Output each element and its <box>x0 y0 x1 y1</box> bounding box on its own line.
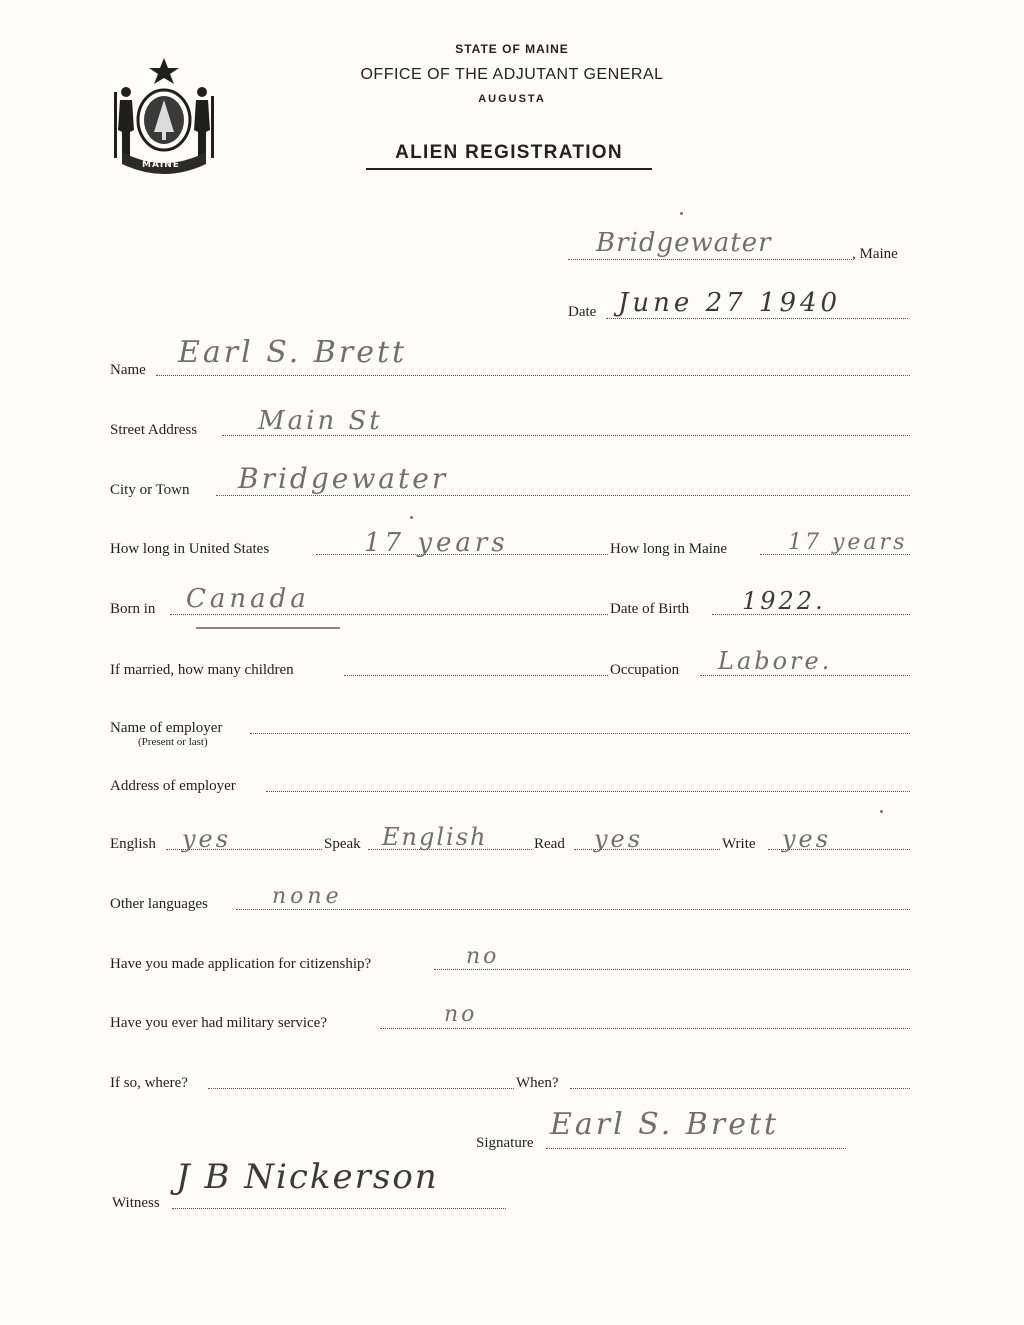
name-value: Earl S. Brett <box>178 335 408 370</box>
read-label: Read <box>534 836 565 852</box>
english-value: yes <box>182 825 232 853</box>
time-in-us-label: How long in United States <box>110 541 270 557</box>
name-label: Name <box>110 362 146 378</box>
witness-value: J B Nickerson <box>176 1157 439 1197</box>
other-languages-label: Other languages <box>110 896 208 912</box>
military-service-value: no <box>444 1002 478 1027</box>
name-line[interactable] <box>156 375 910 376</box>
write-label: Write <box>722 836 756 852</box>
military-service-label: Have you ever had military service? <box>110 1015 327 1031</box>
employer-label: Name of employer <box>110 720 223 736</box>
street-address-value: Main St <box>258 406 383 436</box>
place-value: Bridgewater <box>596 228 772 258</box>
occupation-label: Occupation <box>610 662 680 678</box>
time-in-us-value: 17 years <box>364 528 509 558</box>
signature-line[interactable] <box>546 1148 846 1149</box>
scan-speck <box>880 810 883 813</box>
employer-sublabel: (Present or last) <box>138 736 208 748</box>
speak-value: English <box>382 823 488 851</box>
state-heading: STATE OF MAINE <box>455 42 569 56</box>
service-where-line[interactable] <box>208 1088 514 1089</box>
citizenship-label: Have you made application for citizenship? <box>110 956 372 972</box>
date-of-birth-value: 1922. <box>742 587 826 615</box>
form-title: ALIEN REGISTRATION <box>366 142 652 170</box>
city-town-label: City or Town <box>110 482 190 498</box>
time-in-maine-label: How long in Maine <box>610 541 728 557</box>
service-when-label: When? <box>516 1075 559 1091</box>
speak-label: Speak <box>324 836 361 852</box>
employer-line[interactable] <box>250 733 910 734</box>
place-suffix: , Maine <box>852 246 898 262</box>
date-value: June 27 1940 <box>618 288 842 318</box>
write-value: yes <box>782 825 832 853</box>
employer-address-line[interactable] <box>266 791 910 792</box>
citizenship-value: no <box>466 944 500 969</box>
other-languages-value: none <box>272 884 343 909</box>
born-in-value: Canada <box>186 584 310 614</box>
children-line[interactable] <box>344 675 608 676</box>
service-when-line[interactable] <box>570 1088 910 1089</box>
occupation-value: Labore. <box>718 647 833 675</box>
born-in-label: Born in <box>110 601 156 617</box>
read-value: yes <box>594 825 644 853</box>
signature-label: Signature <box>476 1135 534 1151</box>
seal-ribbon-text: MAINE <box>142 160 180 170</box>
witness-line[interactable] <box>172 1208 506 1209</box>
service-where-label: If so, where? <box>110 1075 188 1091</box>
children-label: If married, how many children <box>110 662 294 678</box>
city-heading: AUGUSTA <box>478 93 546 105</box>
scan-speck <box>410 516 413 519</box>
date-of-birth-label: Date of Birth <box>610 601 690 617</box>
witness-label: Witness <box>112 1195 160 1211</box>
born-in-underline <box>196 627 340 629</box>
place-line[interactable] <box>568 259 852 260</box>
scan-speck <box>680 212 683 215</box>
military-service-line[interactable] <box>380 1028 910 1029</box>
date-line[interactable] <box>606 318 908 319</box>
english-label: English <box>110 836 156 852</box>
city-town-value: Bridgewater <box>238 462 449 495</box>
time-in-maine-value: 17 years <box>788 530 908 555</box>
occupation-line[interactable] <box>700 675 910 676</box>
street-address-label: Street Address <box>110 422 198 438</box>
born-in-line[interactable] <box>170 614 608 615</box>
citizenship-line[interactable] <box>434 969 910 970</box>
office-heading: OFFICE OF THE ADJUTANT GENERAL <box>360 66 664 83</box>
date-label: Date <box>568 304 597 320</box>
employer-address-label: Address of employer <box>110 778 236 794</box>
signature-value: Earl S. Brett <box>550 1107 780 1142</box>
city-town-line[interactable] <box>216 495 910 496</box>
